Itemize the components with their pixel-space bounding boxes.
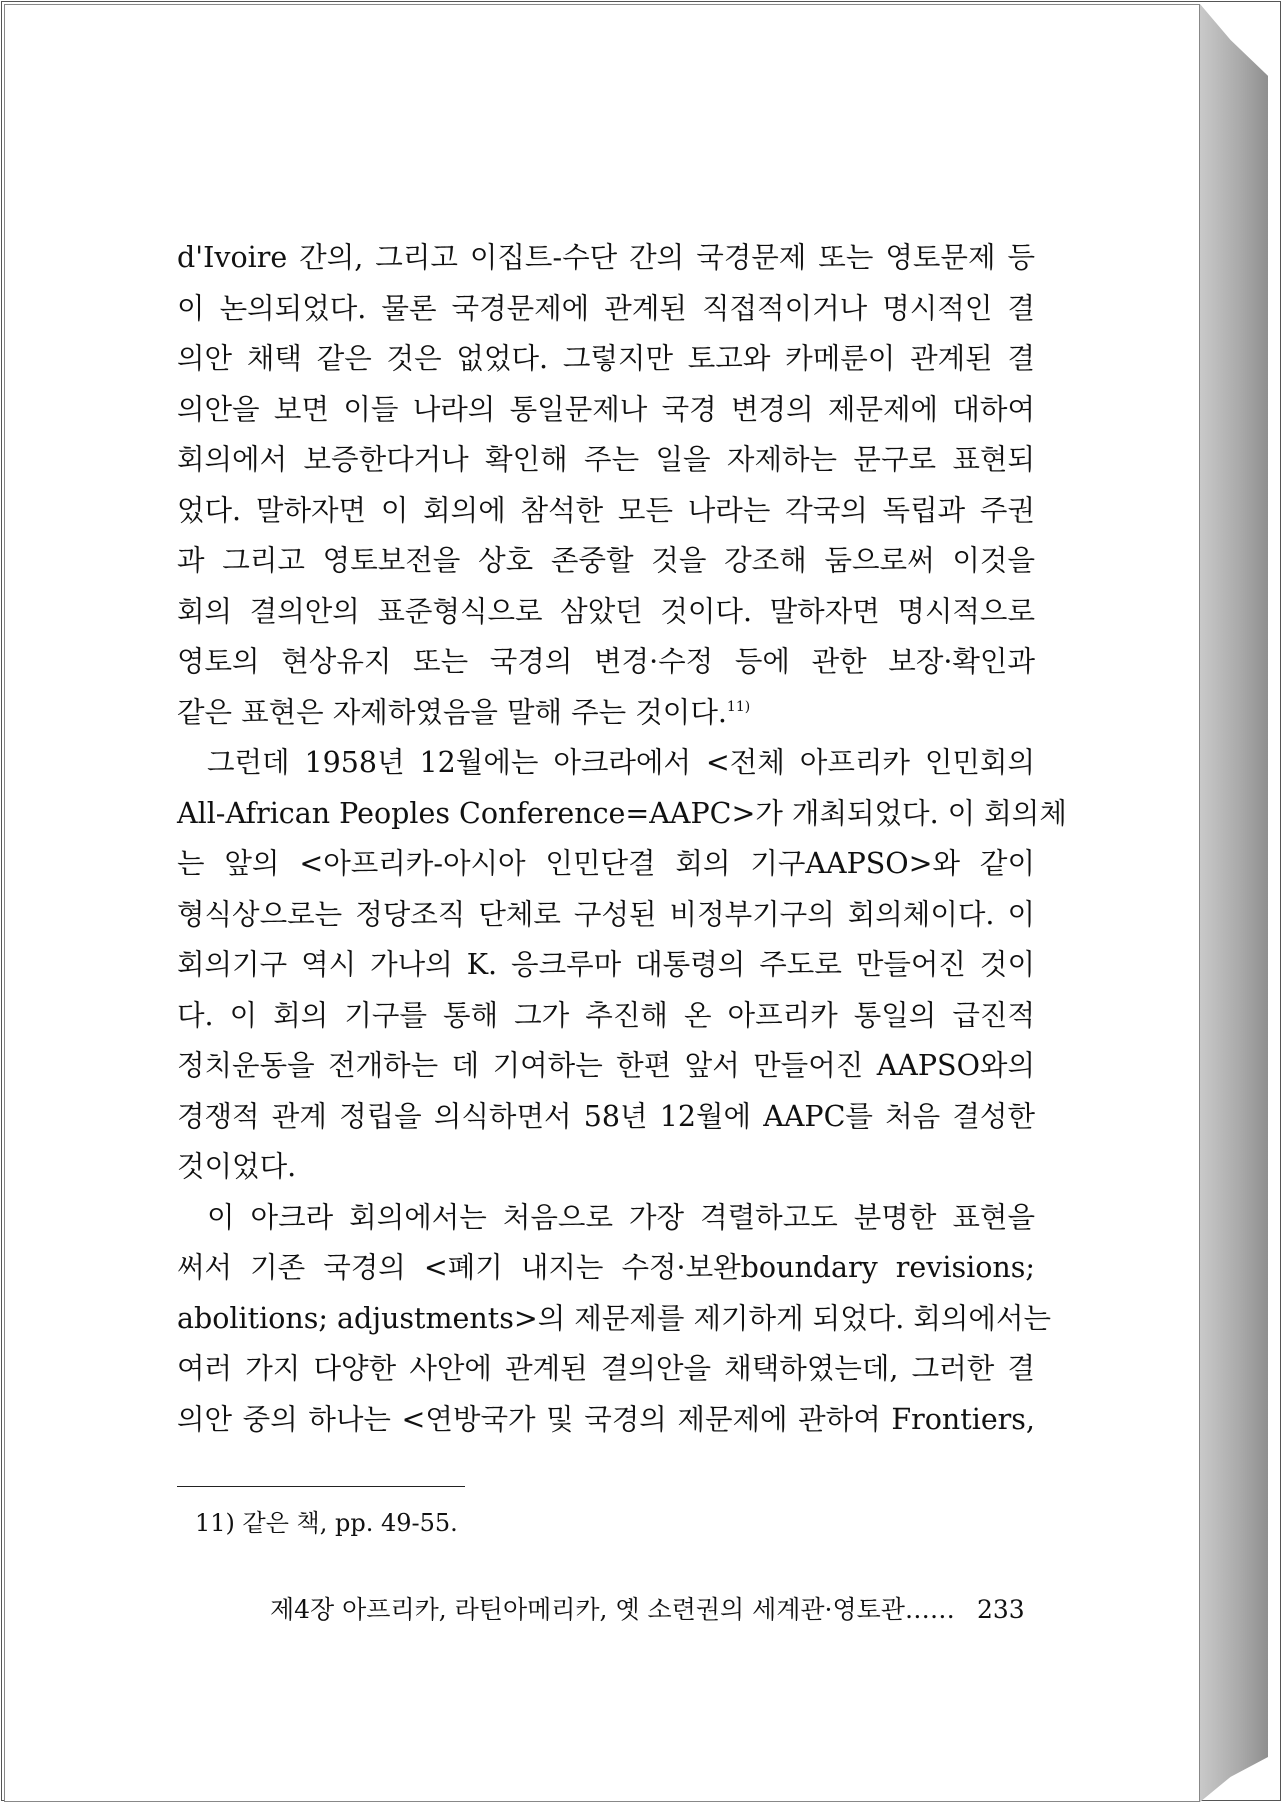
body-line: 정치운동을 전개하는 데 기여하는 한편 앞서 만들어진 AAPSO와의 xyxy=(177,1049,1035,1082)
paragraph-start-line: 그런데 1958년 12월에는 아크라에서 <전체 아프리카 인민회의 xyxy=(207,746,1035,779)
body-line: All-African Peoples Conference=AAPC>가 개최되었다. 이 회의체 xyxy=(177,796,1067,830)
body-line: d'Ivoire 간의, 그리고 이집트-수단 간의 국경문제 또는 영토문제 등 xyxy=(177,241,1035,274)
body-line: 다. 이 회의 기구를 통해 그가 추진해 온 아프리카 통일의 급진적 xyxy=(177,998,1035,1032)
body-line-with-footnote xyxy=(177,688,1035,739)
running-footer xyxy=(270,1590,1025,1626)
paragraph-start-line: 이 아크라 회의에서는 처음으로 가장 격렬하고도 분명한 표현을 xyxy=(207,1200,1035,1234)
body-line: abolitions; adjustments>의 제문제를 제기하게 되었다. 회의에서는 xyxy=(177,1301,1052,1335)
chapter-title: 제4장 아프리카, 라틴아메리카, 옛 소련권의 세계관·영토관…… xyxy=(270,1595,955,1624)
body-line: 의안 채택 같은 것은 없었다. 그렇지만 토고와 카메룬이 관계된 결 xyxy=(177,342,1035,375)
body-text xyxy=(177,233,1067,1445)
body-line: 이 논의되었다. 물론 국경문제에 관계된 직접적이거나 명시적인 결 xyxy=(177,291,1035,325)
book-spine-edge xyxy=(1200,4,1268,1802)
body-line-text: 같은 표현은 자제하였음을 말해 주는 것이다. xyxy=(177,695,727,729)
body-line: 써서 기존 국경의 <폐기 내지는 수정·보완boundary revisions; xyxy=(177,1251,1035,1284)
body-line: 었다. 말하자면 이 회의에 참석한 모든 나라는 각국의 독립과 주권 xyxy=(177,493,1035,527)
footnote-divider xyxy=(177,1486,465,1487)
body-line: 회의 결의안의 표준형식으로 삼았던 것이다. 말하자면 명시적으로 xyxy=(177,594,1035,628)
body-line: 영토의 현상유지 또는 국경의 변경·수정 등에 관한 보장·확인과 xyxy=(177,645,1035,678)
body-line: 는 앞의 <아프리카-아시아 인민단결 회의 기구AAPSO>와 같이 xyxy=(177,847,1035,880)
body-line: 의안을 보면 이들 나라의 통일문제나 국경 변경의 제문제에 대하여 xyxy=(177,392,1035,426)
footnote-marker: 11) xyxy=(726,698,751,715)
body-line: 형식상으로는 정당조직 단체로 구성된 비정부기구의 회의체이다. 이 xyxy=(177,897,1035,931)
body-line: 여러 가지 다양한 사안에 관계된 결의안을 채택하였는데, 그러한 결 xyxy=(177,1352,1035,1385)
body-line: 경쟁적 관계 정립을 의식하면서 58년 12월에 AAPC를 처음 결성한 xyxy=(177,1099,1035,1133)
body-line: 과 그리고 영토보전을 상호 존중할 것을 강조해 둠으로써 이것을 xyxy=(177,544,1035,577)
body-line: 회의에서 보증한다거나 확인해 주는 일을 자제하는 문구로 표현되 xyxy=(177,443,1035,476)
page-number: 233 xyxy=(976,1595,1025,1624)
body-line: 의안 중의 하나는 <연방국가 및 국경의 제문제에 관하여 Frontiers, xyxy=(177,1402,1035,1436)
body-line: 것이었다. xyxy=(177,1150,297,1183)
footnote-text: 11) 같은 책, pp. 49-55. xyxy=(195,1509,458,1537)
body-line: 회의기구 역시 가나의 K. 응크루마 대통령의 주도로 만들어진 것이 xyxy=(177,948,1035,981)
